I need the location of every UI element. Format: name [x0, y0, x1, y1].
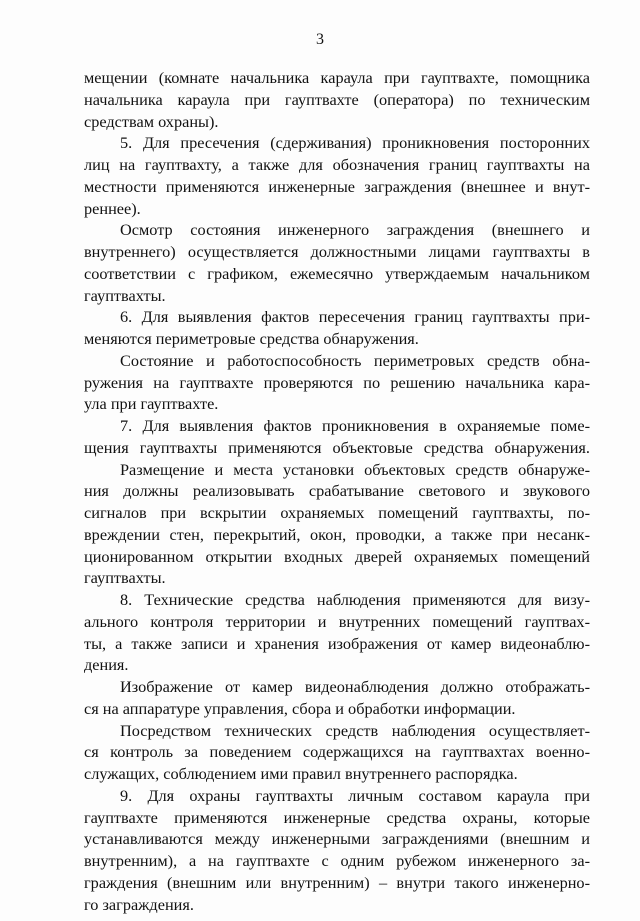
text-line: ула при гауптвахте. [84, 394, 219, 414]
text-line: меняются периметровые средства обнаружения. [84, 329, 419, 348]
text-line: внутренним), а на гауптвахте с одним рубежом инженерного за- [84, 851, 590, 870]
text-line: граждения (внешним или внутренним) – внутри такого инженерно- [84, 872, 590, 892]
text-line: гауптвахты. [84, 285, 166, 305]
text-line: ционированном открытии входных дверей охраняемых помещений [84, 546, 590, 566]
text-line: вреждении стен, перекрытий, окон, проводки, а также при несанк- [84, 524, 590, 544]
text-line: сигналов при вскрытии охраняемых помещений гауптвахты, по- [84, 503, 590, 522]
text-line: ты, а также записи и хранения изображения от камер видеонаблю- [84, 633, 590, 653]
text-line: го заграждения. [84, 894, 194, 914]
paragraph-first-line: Состояние и работоспособность периметровых средств обна- [120, 350, 590, 370]
text-line: местности применяются инженерные заграждения (внешнее и внут- [84, 176, 590, 196]
text-line: лиц на гауптвахту, а также для обозначения границ гауптвахты на [84, 155, 590, 174]
text-line: мещении (комнате начальника караула при гауптвахте, помощника [84, 68, 590, 87]
text-line: внутреннего) осуществляется должностными лицами гауптвахты в [84, 242, 590, 261]
page-number: 3 [316, 31, 324, 48]
text-line: начальника караула при гауптвахте (оператора) по техническим [84, 89, 590, 109]
text-line: реннее). [84, 198, 141, 218]
text-line: соответствии с графиком, ежемесячно утверждаемым начальником [84, 263, 590, 283]
paragraph-first-line: Изображение от камер видеонаблюдения должно отображать- [120, 677, 590, 696]
paragraph-first-line: 7. Для выявления фактов проникновения в охраняемые поме- [120, 416, 590, 435]
text-line: ружения на гауптвахте проверяются по решению начальника кара- [84, 372, 590, 392]
paragraph-first-line: Размещение и места установки объектовых средств обнаруже- [120, 459, 590, 479]
text-line: средствам охраны). [84, 111, 219, 131]
text-line: дения. [84, 655, 129, 675]
text-line: устанавливаются между инженерными заграждениями (внешним и [84, 829, 590, 849]
text-line: гауптвахты. [84, 568, 166, 588]
text-line: щения гауптвахты применяются объектовые средства обнаружения. [84, 437, 590, 457]
text-line: ся контроль за поведением содержащихся на гауптвахтах военно- [84, 742, 590, 762]
paragraph-first-line: Осмотр состояния инженерного заграждения (внешнего и [120, 220, 590, 240]
text-line: ся на аппаратуре управления, сбора и обработки информации. [84, 698, 516, 718]
paragraph-first-line: 9. Для охраны гауптвахты личным составом караула при [120, 785, 590, 805]
body-text [84, 67, 590, 915]
text-line: гауптвахте применяются инженерные средства охраны, которые [84, 807, 590, 827]
paragraph-first-line: Посредством технических средств наблюдения осуществляет- [120, 720, 590, 740]
text-line: ния должны реализовывать срабатывание светового и звукового [84, 481, 590, 501]
paragraph-first-line: 6. Для выявления фактов пересечения границ гауптвахты при- [120, 307, 590, 327]
text-line: служащих, соблюдением ими правил внутреннего распорядка. [84, 764, 518, 783]
paragraph-first-line: 5. Для пресечения (сдерживания) проникновения посторонних [120, 133, 590, 153]
paragraph-first-line: 8. Технические средства наблюдения применяются для визу- [120, 590, 590, 609]
text-line: ального контроля территории и внутренних помещений гауптвах- [84, 611, 590, 631]
